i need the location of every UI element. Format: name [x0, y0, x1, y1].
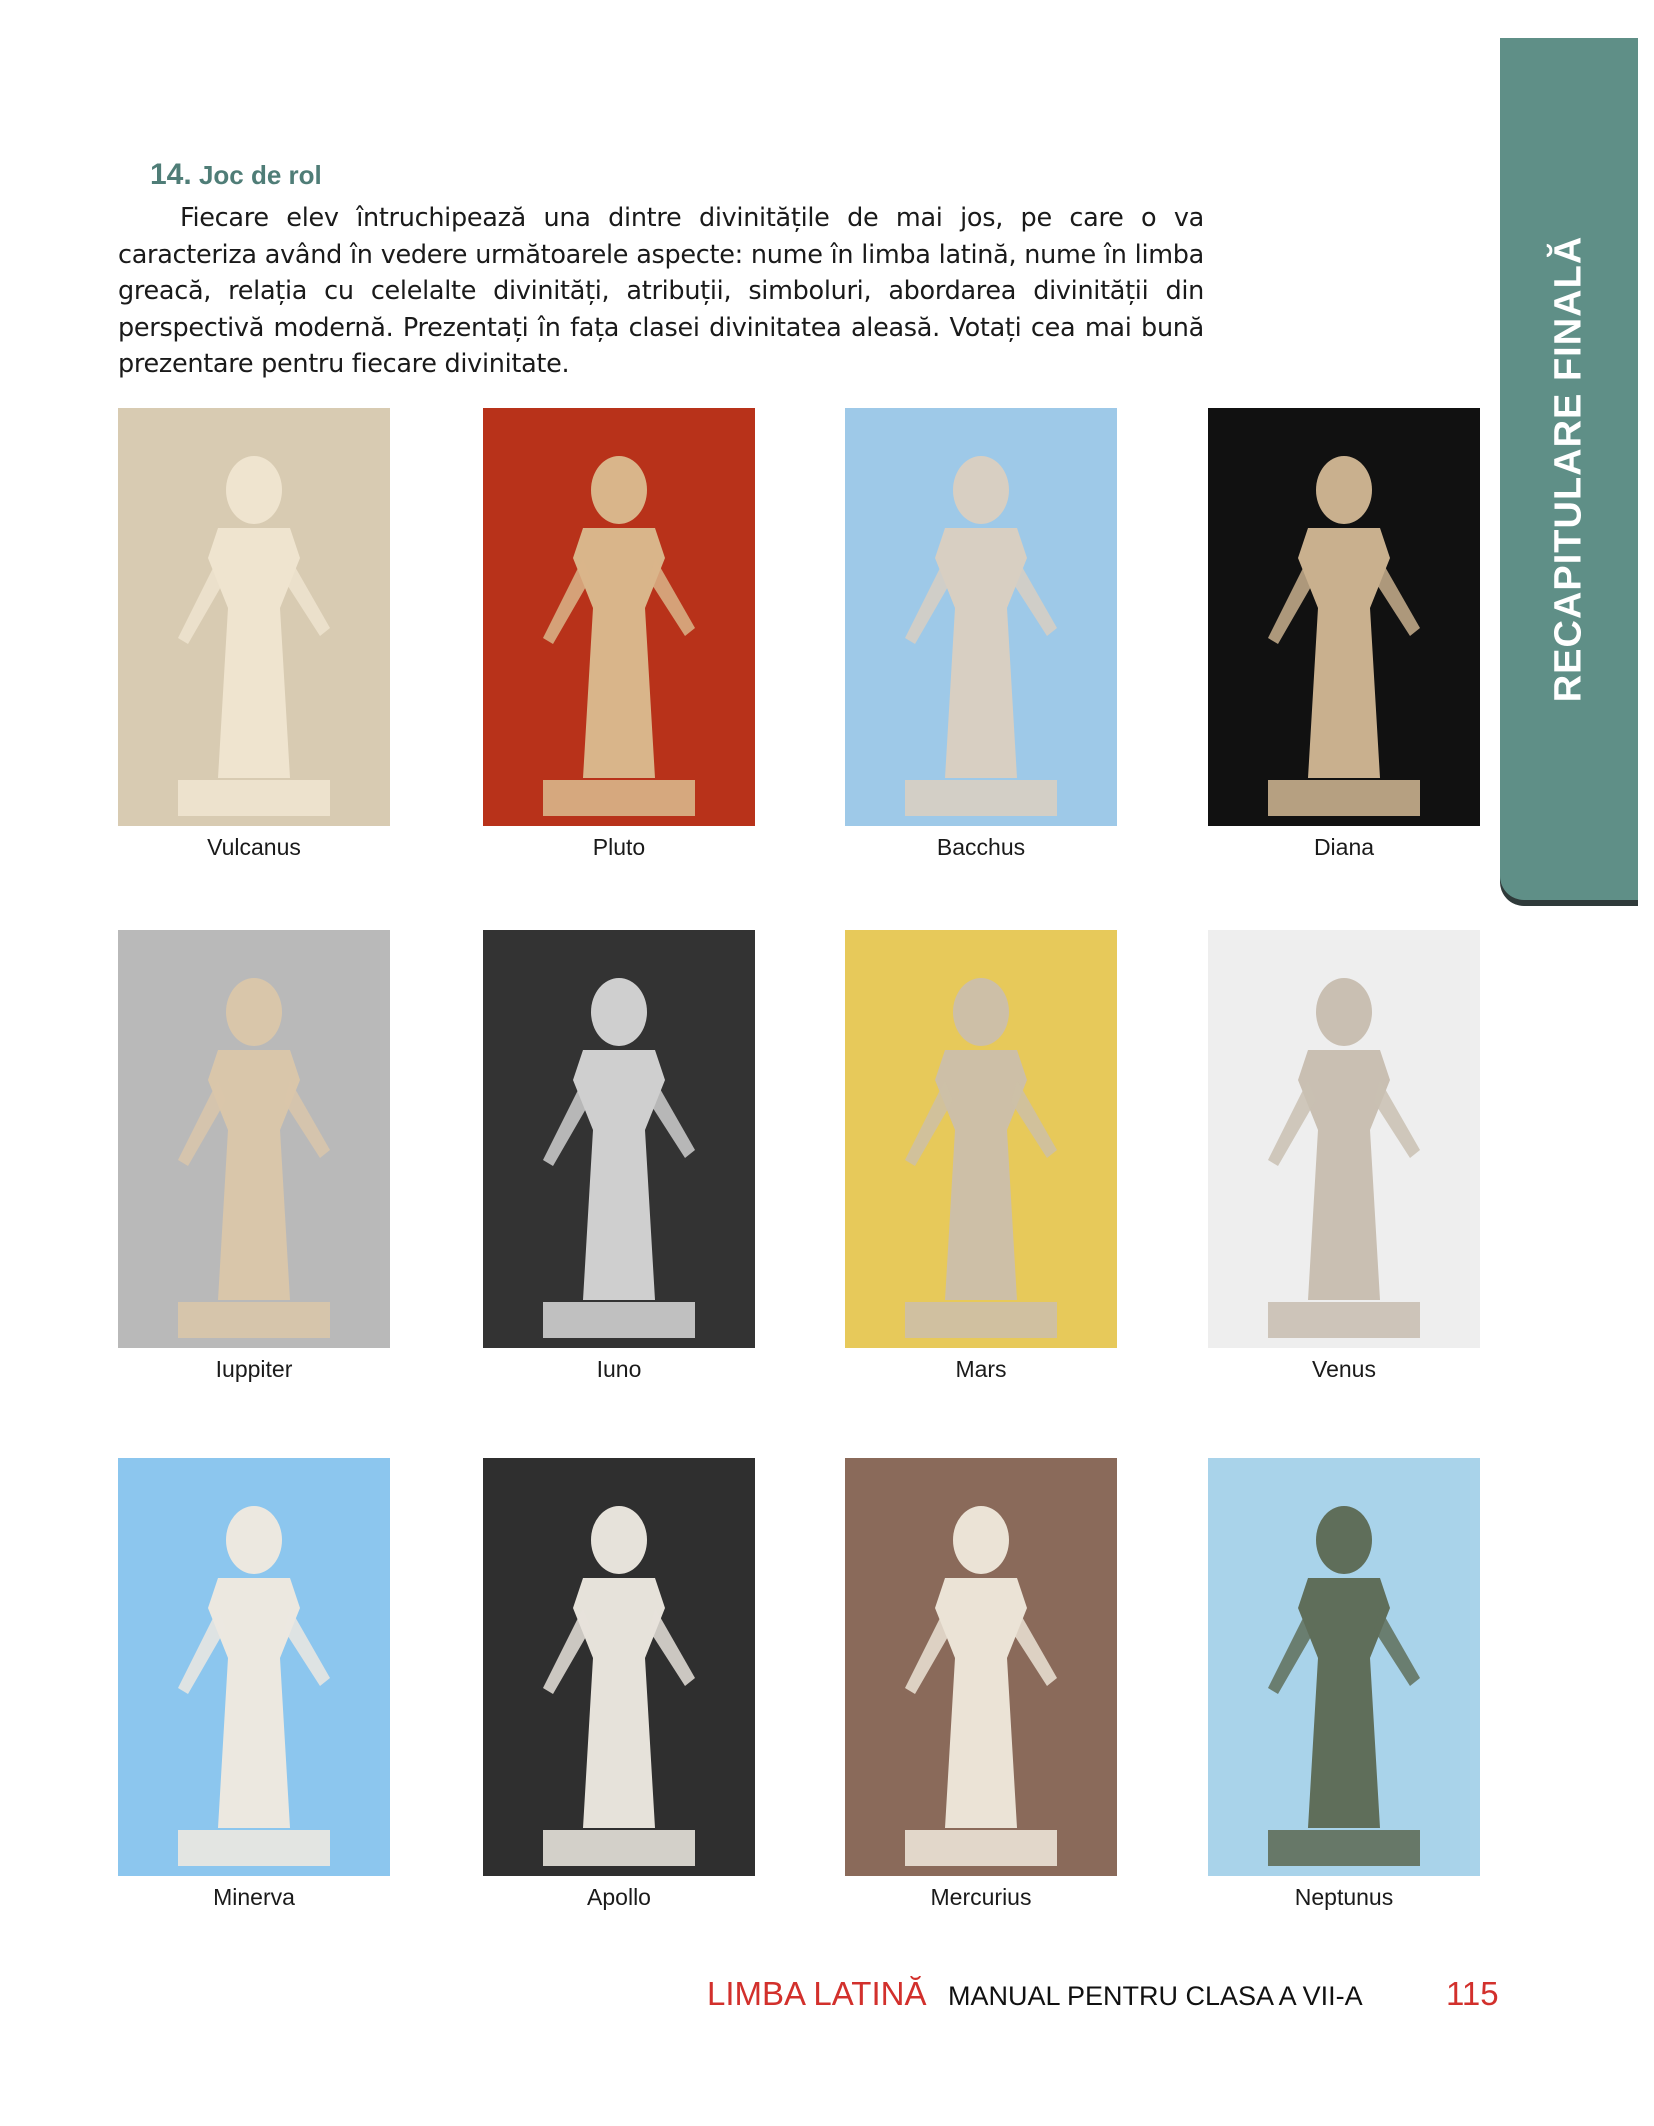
deity-name: Mercurius: [930, 1884, 1032, 1910]
deity-statue-image: [845, 930, 1117, 1348]
exercise-heading: [150, 158, 322, 192]
deity-card: [118, 1458, 390, 1911]
deity-card: [845, 1458, 1117, 1911]
deity-card: [845, 408, 1117, 861]
footer-book-title: MANUAL PENTRU CLASA A VII-A: [948, 1981, 1363, 2011]
deity-name: Pluto: [592, 834, 646, 860]
deity-statue-image: [845, 408, 1117, 826]
deity-name: Minerva: [213, 1884, 295, 1910]
deity-card: [1208, 1458, 1480, 1911]
exercise-text-block: [118, 200, 1204, 383]
deity-card: [845, 930, 1117, 1383]
footer-subject: LIMBA LATINĂ: [707, 1975, 927, 2012]
deity-card: [483, 930, 755, 1383]
deity-name: Apollo: [587, 1884, 651, 1910]
deity-statue-image: [845, 1458, 1117, 1876]
deity-name: Bacchus: [936, 834, 1026, 860]
deity-name: Diana: [1313, 834, 1375, 860]
deity-card: [483, 1458, 755, 1911]
deity-name: Iuno: [596, 1356, 642, 1382]
deity-card: [118, 930, 390, 1383]
deity-statue-image: [118, 930, 390, 1348]
side-tab: [1500, 38, 1638, 900]
deity-statue-image: [118, 1458, 390, 1876]
deity-name: Vulcanus: [207, 834, 301, 860]
exercise-title: Joc de rol: [198, 160, 322, 190]
deity-card: [1208, 930, 1480, 1383]
deity-card: [483, 408, 755, 861]
deity-name: Neptunus: [1294, 1884, 1394, 1910]
deity-statue-image: [1208, 1458, 1480, 1876]
deity-name: Iuppiter: [215, 1356, 293, 1382]
page-number: 115: [1446, 1975, 1499, 2012]
deity-name: Mars: [955, 1356, 1007, 1382]
side-tab-label: RECAPITULARE FINALĂ: [1547, 235, 1590, 703]
exercise-number: 14.: [150, 158, 192, 191]
deity-card: [1208, 408, 1480, 861]
deity-statue-image: [1208, 408, 1480, 826]
deity-name: Venus: [1312, 1356, 1376, 1382]
page-footer: [0, 1975, 1654, 2025]
deity-card: [118, 408, 390, 861]
deity-statue-image: [483, 930, 755, 1348]
exercise-text: Fiecare elev întruchipează una dintre divinitățile de mai jos, pe care o va caracteriza având în vedere următoarele aspecte: nume în limba latină, nume în limba greacă, relația cu celelalte divinități, atribuții, simboluri, abordarea divinității din perspectivă modernă. Prezentați în fața clasei divinitatea aleasă. Votați cea mai bună prezentare pentru fiecare divinitate.: [118, 203, 1204, 379]
deity-statue-image: [483, 1458, 755, 1876]
deity-statue-image: [483, 408, 755, 826]
deity-statue-image: [1208, 930, 1480, 1348]
deity-statue-image: [118, 408, 390, 826]
